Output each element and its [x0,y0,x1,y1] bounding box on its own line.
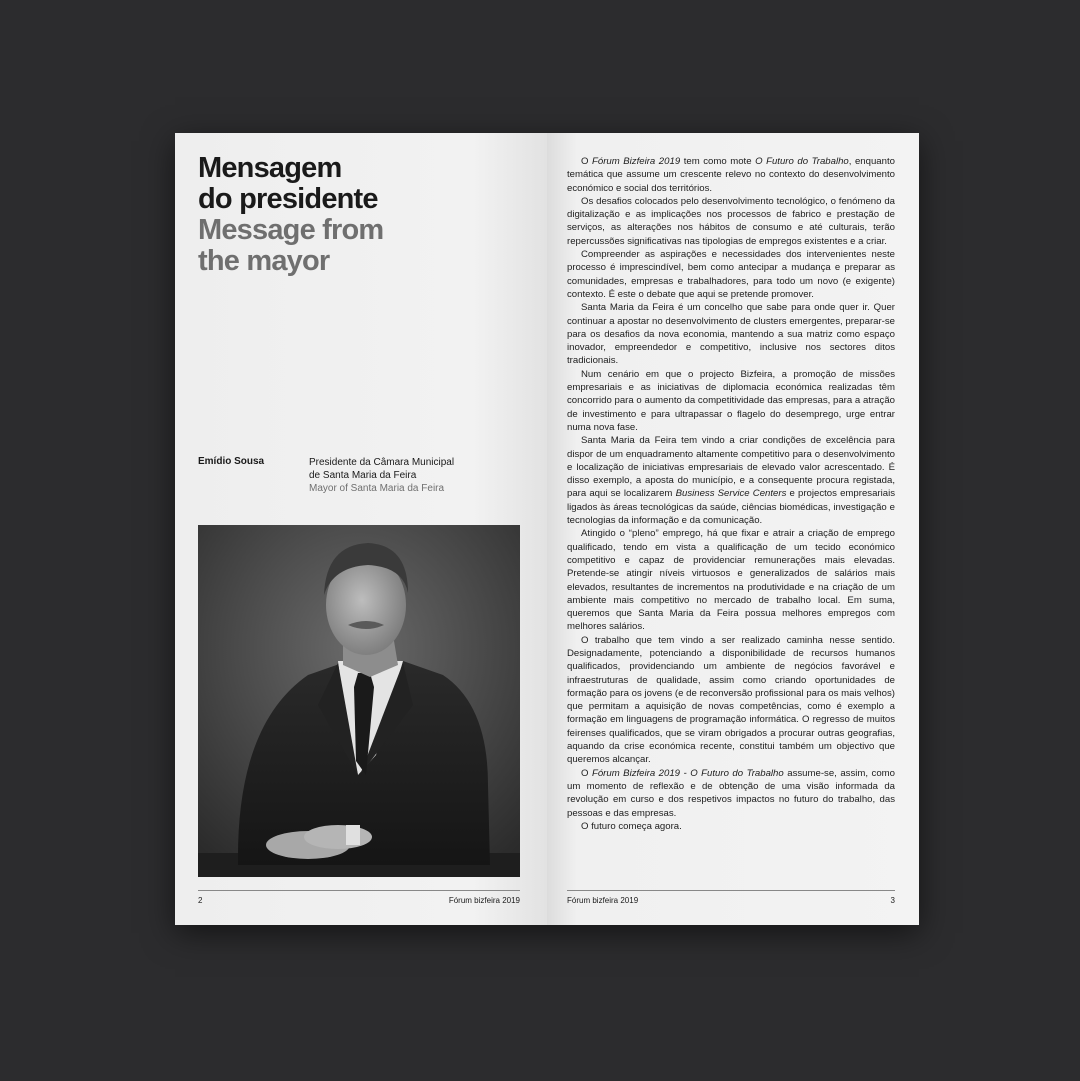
italic-run: Fórum Bizfeira 2019 [592,156,681,167]
author-name: Emídio Sousa [198,456,265,467]
text-run: O futuro começa agora. [581,820,682,832]
author-role-pt-line-1: Presidente da Câmara Municipal [309,457,455,468]
page-number: 3 [890,896,895,905]
title-pt-line-1: Mensagem [198,152,342,184]
text-run: Atingido o “pleno” emprego, há que fixar e atrair a criação de emprego qualificado, tendo em vista a qualificação de um tecido económico competitivo e capaz de providenciar remunerações mais elevadas. Pretende-se atingir níveis virtuosos e generalizados de salários mais elevados, resultantes de incrementos na produtividade e na criação de um ambiente mais competitivo no mercado de trabalho local. Em suma, queremos que Santa Maria da Feira possua melhores empregos com melhores salários. [567,528,895,633]
body-paragraph [567,434,895,527]
text-run: e projectos empresariais ligados às áreas tecnológicas da saúde, ciências biomédicas, investigação e tecnologias da informação e da comunicação. [567,488,896,527]
left-page [175,133,547,925]
title-pt-line-2: do presidente [198,183,378,215]
text-run: Santa Maria da Feira tem vindo a criar condições de excelência para dispor de um enquadramento altamente competitivo para o desenvolvimento e localização de iniciativas empresariais de elevado valor acrescentado. É disso exemplo, a aposta do município, e a consequente procura registada, para aqui se localizarem [567,435,895,500]
italic-run: Business Service Centers [675,488,787,500]
footer-title: Fórum bizfeira 2019 [567,896,639,905]
title-en-line-2: the mayor [198,245,330,277]
text-run: tem como mote [680,156,756,167]
text-run: Compreender as aspirações e necessidades dos intervenientes neste processo é imprescindível, bem como antecipar a mudança e preparar as comunidades, empresas e trabalhadores, para todo um novo (e exigente) contexto. É este o debate que aqui se pretende promover. [567,249,895,300]
right-page [547,133,919,925]
page-title [198,153,383,277]
page-number: 2 [198,896,203,905]
body-text [567,155,895,833]
body-paragraph [567,368,895,434]
title-en-line-1: Message from [198,214,384,246]
author-role [309,456,509,495]
author-role-pt-line-2: de Santa Maria da Feira [309,470,417,481]
text-run: assume-se, assim, como um momento de reflexão e de obtenção de uma visão informada da revolução em curso e dos respetivos impactos no futuro do trabalho, das pessoas e das empresas. [567,767,895,819]
text-run: O trabalho que tem vindo a ser realizado caminha nesse sentido. Designadamente, potenciando a disponibilidade de recursos humanos qualificados, providenciando um ambiente de negócios favorável e infraestruturas de qualidade, assim como criando oportunidades de formação para os jovens (e de reconversão profissional para os mais velhos) que permitam a aquisição de novas competências, como é exemplo a formação em linguagens de programação informática. O regresso de muitos feirenses qualificados, que se viram obrigados a procurar outras geografias, aquando da crise económica recente, constitui também um objectivo que queremos alcançar. [567,634,895,766]
italic-run: Fórum Bizfeira 2019 - O Futuro do Trabalho [591,767,784,779]
author-role-en: Mayor of Santa Maria da Feira [309,483,445,494]
text-run: Santa Maria da Feira é um concelho que sabe para onde quer ir. Quer continuar a apostar no desenvolvimento de clusters emergentes, preparar-se para os desafios da nova economia, mantendo a sua matriz como espaço inovador, empreendedor e competitivo, inclusive nos sectores ditos tradicionais. [567,302,895,367]
text-run: O [581,156,593,167]
body-paragraph [567,767,895,820]
body-paragraph [567,248,895,301]
text-run: Os desafios colocados pelo desenvolvimento tecnológico, o fenómeno da digitalização e as implicações nos processos de fabrico e prestação de serviços, as alterações nos hábitos de consumo e até culturais, terão repercussões significativas nas tipologias de empregos existentes e a criar. [567,195,895,247]
italic-run: O Futuro do Trabalho [755,156,849,167]
body-paragraph [567,527,895,633]
text-run: , enquanto temática que assume um crescente relevo no contexto do desenvolvimento económico e social dos territórios. [567,156,895,194]
footer-title: Fórum bizfeira 2019 [448,896,520,905]
body-paragraph [567,155,895,195]
body-paragraph [567,820,895,833]
portrait-photo [198,525,520,877]
text-run: Num cenário em que o projecto Bizfeira, a promoção de missões empresariais e as iniciativas de diplomacia económica realizadas têm concorrido para o aumento da competitividade das empresas, para a atração de investimento e para ultrapassar o flagelo do desemprego, urge entrar numa nova fase. [567,368,895,433]
text-run: O [581,767,592,779]
body-paragraph [567,301,895,367]
brochure-spread [175,133,919,925]
footer-rule [567,890,895,891]
body-paragraph [567,634,895,767]
body-paragraph [567,195,895,248]
footer-rule [198,890,520,891]
